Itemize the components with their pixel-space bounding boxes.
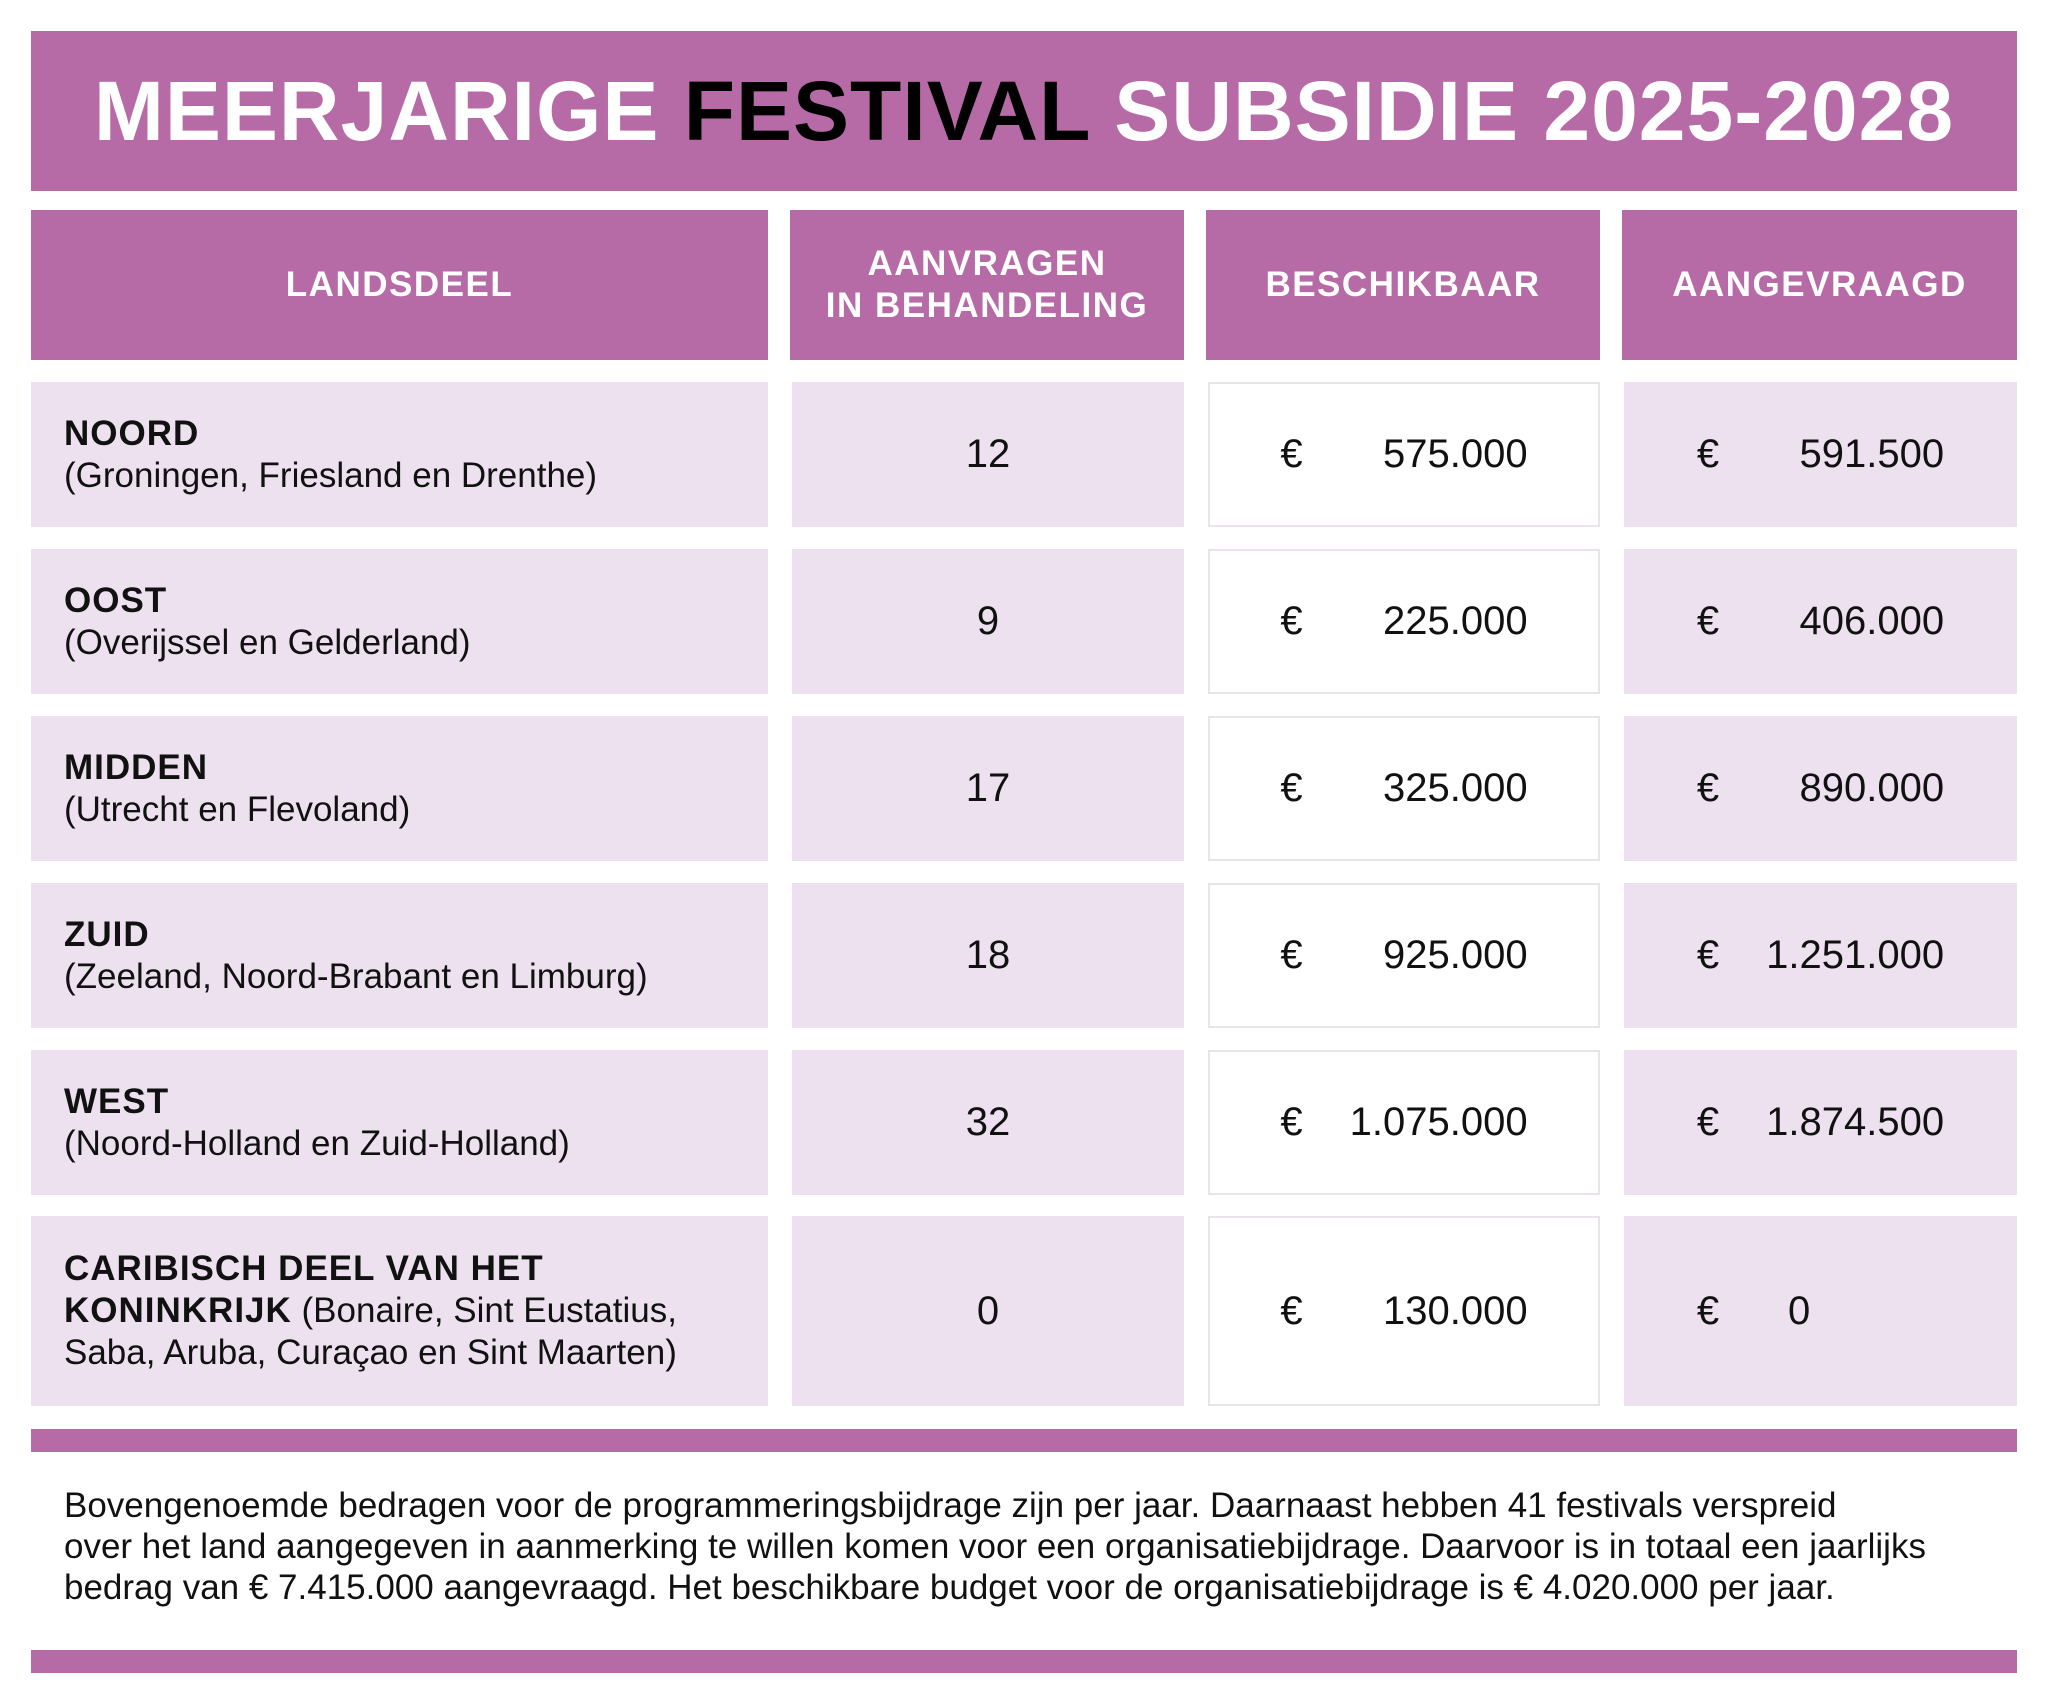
table-row-west-aangevraagd xyxy=(1624,1050,2017,1195)
column-header-label: BESCHIKBAAR xyxy=(1265,265,1541,304)
region-provinces: (Bonaire, Sint Eustatius, xyxy=(291,1291,677,1330)
table-row-noord-aangevraagd xyxy=(1624,382,2017,527)
euro-icon: € xyxy=(1696,1100,1720,1144)
beschikbaar-amount: 325.000 xyxy=(1383,766,1528,810)
divider-bottom xyxy=(31,1650,2017,1673)
table-row-noord-aanvragen xyxy=(792,382,1184,527)
table-row-caribisch-beschikbaar xyxy=(1208,1216,1600,1406)
table-row-zuid-aangevraagd xyxy=(1624,883,2017,1028)
euro-icon: € xyxy=(1280,933,1303,977)
table-row-midden-aanvragen xyxy=(792,716,1184,861)
region-provinces: (Zeeland, Noord-Brabant en Limburg) xyxy=(64,956,648,996)
region-provinces: (Utrecht en Flevoland) xyxy=(64,789,411,829)
table-row-zuid-aanvragen xyxy=(792,883,1184,1028)
region-provinces: (Groningen, Friesland en Drenthe) xyxy=(64,455,598,495)
euro-icon: € xyxy=(1280,1288,1303,1333)
footnote-line: Bovengenoemde bedragen voor de programmeringsbijdrage zijn per jaar. Daarnaast hebben 41 festivals verspreid xyxy=(64,1486,1837,1525)
region-provinces: (Noord-Holland en Zuid-Holland) xyxy=(64,1123,570,1163)
euro-icon: € xyxy=(1696,599,1720,643)
beschikbaar-amount: 130.000 xyxy=(1383,1288,1528,1333)
aanvragen-count: 17 xyxy=(965,766,1011,810)
euro-icon: € xyxy=(1696,933,1720,977)
table-row-caribisch-aanvragen xyxy=(792,1216,1184,1406)
table-row-oost-beschikbaar xyxy=(1208,549,1600,694)
column-header-beschikbaar xyxy=(1206,210,1600,360)
region-name: OOST xyxy=(64,580,168,620)
table-row-midden-aangevraagd xyxy=(1624,716,2017,861)
aangevraagd-amount: 0 xyxy=(1788,1288,1811,1333)
table-row-oost-aangevraagd xyxy=(1624,549,2017,694)
footnote xyxy=(64,1485,2004,1608)
euro-icon: € xyxy=(1696,1288,1720,1333)
aanvragen-count: 18 xyxy=(965,933,1011,977)
title-part-meerjarige: MEERJARIGE xyxy=(93,63,684,158)
aangevraagd-amount: 1.251.000 xyxy=(1766,933,1945,977)
euro-icon: € xyxy=(1696,766,1720,810)
euro-icon: € xyxy=(1280,1100,1303,1144)
table-row-caribisch-aangevraagd xyxy=(1624,1216,2017,1406)
beschikbaar-amount: 575.000 xyxy=(1383,432,1528,476)
euro-icon: € xyxy=(1280,432,1303,476)
divider-top xyxy=(31,1429,2017,1452)
column-header-label-line2: IN BEHANDELING xyxy=(825,286,1149,325)
region-name: MIDDEN xyxy=(64,747,209,787)
table-row-west-beschikbaar xyxy=(1208,1050,1600,1195)
region-provinces: (Overijssel en Gelderland) xyxy=(64,622,471,662)
title-part-subsidie: SUBSIDIE 2025-2028 xyxy=(1089,63,1955,158)
aangevraagd-amount: 890.000 xyxy=(1799,766,1945,810)
region-provinces-cont: Saba, Aruba, Curaçao en Sint Maarten) xyxy=(64,1333,677,1372)
table-row-oost-aanvragen xyxy=(792,549,1184,694)
euro-icon: € xyxy=(1280,599,1303,643)
column-header-aanvragen xyxy=(790,210,1184,360)
table-row-west-aanvragen xyxy=(792,1050,1184,1195)
region-name: ZUID xyxy=(64,914,150,954)
footnote-line: bedrag van € 7.415.000 aangevraagd. Het beschikbare budget voor de organisatiebijdrage is € 4.020.000 per jaar. xyxy=(64,1568,1835,1607)
beschikbaar-amount: 1.075.000 xyxy=(1349,1100,1528,1144)
euro-icon: € xyxy=(1696,432,1720,476)
aanvragen-count: 0 xyxy=(976,1288,1000,1333)
aanvragen-count: 32 xyxy=(965,1100,1011,1144)
title-part-festival: FESTIVAL xyxy=(683,63,1090,158)
table-row-midden-beschikbaar xyxy=(1208,716,1600,861)
table-row-zuid-beschikbaar xyxy=(1208,883,1600,1028)
column-header-aangevraagd xyxy=(1622,210,2017,360)
aanvragen-count: 12 xyxy=(965,432,1011,476)
aangevraagd-amount: 406.000 xyxy=(1799,599,1945,643)
table-row-midden-landsdeel xyxy=(31,716,768,861)
aangevraagd-amount: 1.874.500 xyxy=(1766,1100,1945,1144)
column-header-label: LANDSDEEL xyxy=(285,265,514,304)
table-row-oost-landsdeel xyxy=(31,549,768,694)
table-row-west-landsdeel xyxy=(31,1050,768,1195)
table-row-caribisch-landsdeel xyxy=(31,1216,768,1406)
region-name: CARIBISCH DEEL VAN HET xyxy=(64,1249,544,1288)
table-row-noord-beschikbaar xyxy=(1208,382,1600,527)
page-title xyxy=(94,63,1954,160)
title-banner xyxy=(31,31,2017,191)
beschikbaar-amount: 225.000 xyxy=(1383,599,1528,643)
region-name: NOORD xyxy=(64,413,200,453)
euro-icon: € xyxy=(1280,766,1303,810)
region-name-cont: KONINKRIJK xyxy=(64,1291,292,1330)
region-name: WEST xyxy=(64,1081,170,1121)
column-header-landsdeel xyxy=(31,210,768,360)
table-row-zuid-landsdeel xyxy=(31,883,768,1028)
footnote-line: over het land aangegeven in aanmerking te willen komen voor een organisatiebijdrage. Daarvoor is in totaal een jaarlijks xyxy=(64,1527,1926,1566)
column-header-label: AANGEVRAAGD xyxy=(1672,265,1967,304)
table-row-noord-landsdeel xyxy=(31,382,768,527)
beschikbaar-amount: 925.000 xyxy=(1383,933,1528,977)
column-header-label-line1: AANVRAGEN xyxy=(867,244,1107,283)
aangevraagd-amount: 591.500 xyxy=(1799,432,1945,476)
aanvragen-count: 9 xyxy=(976,599,1000,643)
